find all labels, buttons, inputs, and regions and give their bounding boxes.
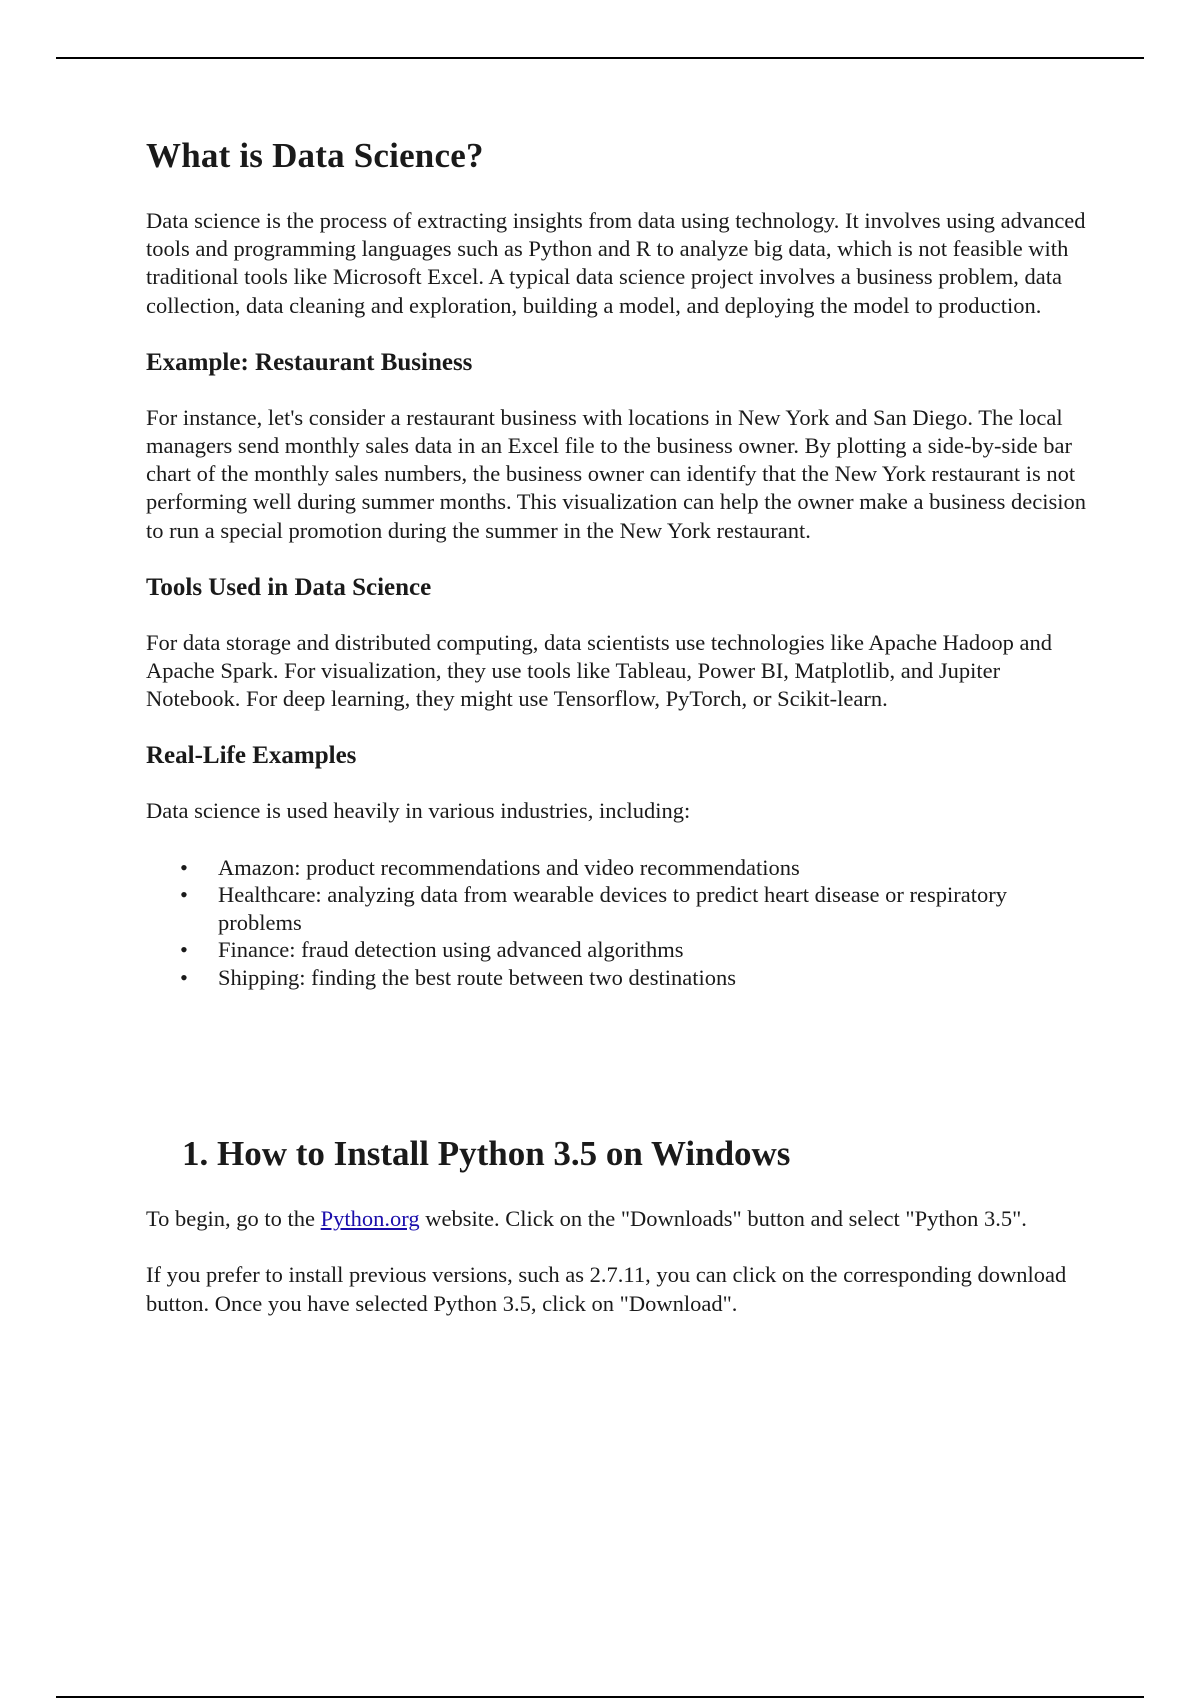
document-body xyxy=(146,135,1096,1346)
install-text-after-link: website. Click on the "Downloads" button and select "Python 3.5". xyxy=(419,1206,1027,1232)
list-item-text: Finance: fraud detection using advanced algorithms xyxy=(218,937,684,963)
install-paragraph-2: If you prefer to install previous versions, such as 2.7.11, you can click on the corresponding download button. Once you have selected Python 3.5, click on "Download". xyxy=(146,1262,1067,1316)
intro-paragraph: Data science is the process of extracting insights from data using technology. It involves using advanced tools and programming languages such as Python and R to analyze big data, which is not feasible with traditional tools like Microsoft Excel. A typical data science project involves a business problem, data collection, data cleaning and exploration, building a model, and deploying the model to production. xyxy=(146,208,1086,318)
real-life-intro: Data science is used heavily in various industries, including: xyxy=(146,798,691,824)
bullet-icon: • xyxy=(180,854,188,880)
bullet-icon: • xyxy=(180,964,188,990)
install-paragraph-1 xyxy=(146,1205,1096,1233)
list-item xyxy=(146,964,1096,992)
tools-paragraph: For data storage and distributed computing, data scientists use technologies like Apache Hadoop and Apache Spark. For visualization, they use tools like Tableau, Power BI, Matplotlib, and Jupiter Notebook. For deep learning, they might use Tensorflow, PyTorch, or Scikit-learn. xyxy=(146,629,1053,712)
top-rule xyxy=(56,57,1144,59)
page-title: What is Data Science? xyxy=(146,136,484,175)
example-paragraph: For instance, let's consider a restaurant business with locations in New York and San Diego. The local managers send monthly sales data in an Excel file to the business owner. By plotting a side-by-side bar chart of the monthly sales numbers, the business owner can identify that the New York restaurant is not performing well during summer months. This visualization can help the owner make a business decision to run a special promotion during the summer in the New York restaurant. xyxy=(146,404,1087,543)
bottom-rule xyxy=(56,1696,1144,1698)
list-item-text: Shipping: finding the best route between two destinations xyxy=(218,964,737,990)
industries-list xyxy=(146,854,1096,992)
python-org-link[interactable]: Python.org xyxy=(320,1206,420,1232)
list-item xyxy=(146,881,1096,936)
tools-heading: Tools Used in Data Science xyxy=(146,573,432,601)
list-item-text: Amazon: product recommendations and video recommendations xyxy=(218,854,800,880)
real-life-heading: Real-Life Examples xyxy=(146,742,357,770)
list-item xyxy=(146,936,1096,964)
list-item xyxy=(146,854,1096,882)
example-heading: Example: Restaurant Business xyxy=(146,348,473,376)
bullet-icon: • xyxy=(180,937,188,963)
install-heading: 1. How to Install Python 3.5 on Windows xyxy=(182,1134,791,1174)
bullet-icon: • xyxy=(180,882,188,908)
install-text-before-link: To begin, go to the xyxy=(146,1206,321,1232)
list-item-text: Healthcare: analyzing data from wearable devices to predict heart disease or respiratory problems xyxy=(218,882,1007,935)
